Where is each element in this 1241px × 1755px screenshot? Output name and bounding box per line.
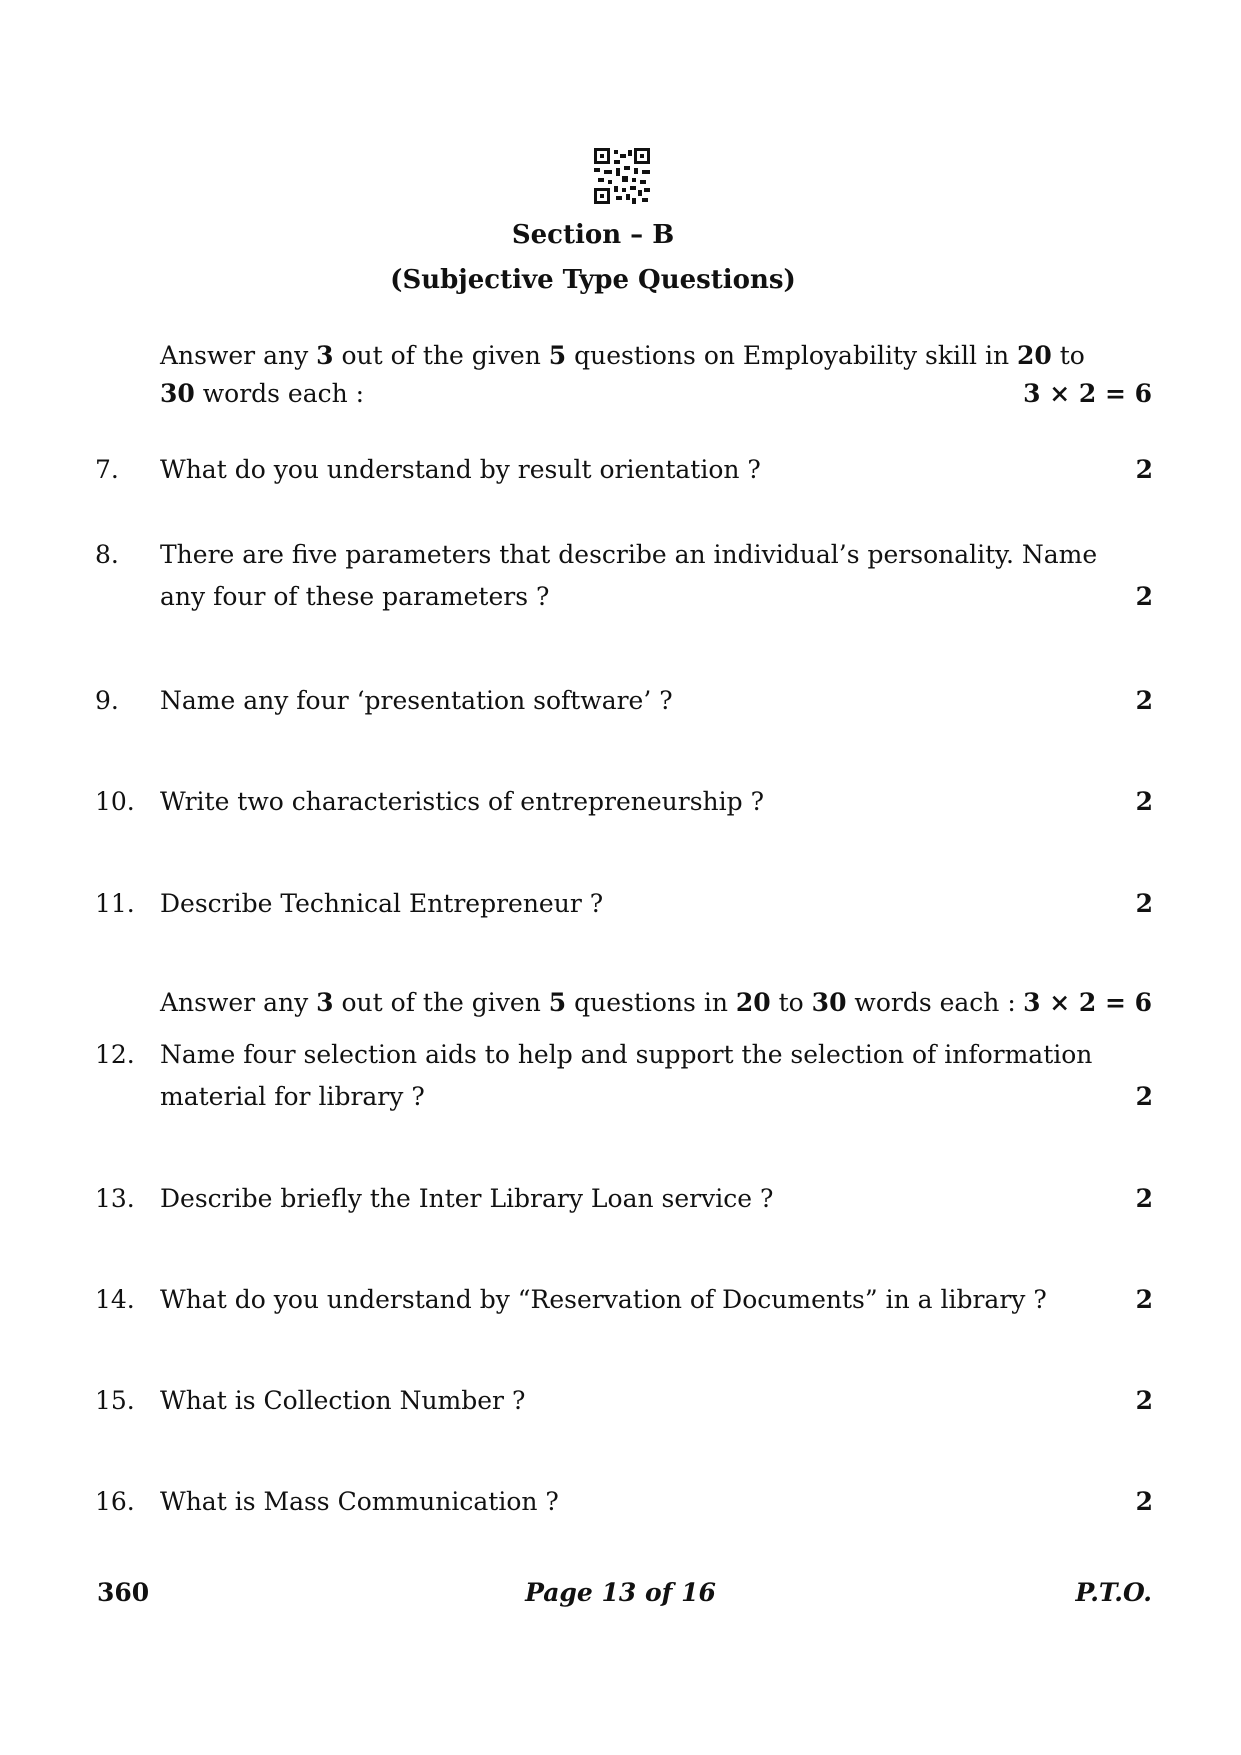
question-marks: 2 [1135,1285,1153,1314]
question-number: 9. [95,686,119,715]
question-text: Name four selection aids to help and support the selection of information material for library ? [160,1040,1093,1111]
question-number: 14. [95,1285,135,1314]
question-text: What do you understand by “Reservation of Documents” in a library ? [160,1285,1047,1314]
page-number: Page 13 of 16 [525,1578,716,1607]
question-text: Describe briefly the Inter Library Loan service ? [160,1184,774,1213]
question-marks: 2 [1135,455,1153,484]
question-marks: 2 [1135,787,1153,816]
question-text: Describe Technical Entrepreneur ? [160,889,604,918]
instruction-line-1-text: Answer any 3 out of the given 5 questions on Employability skill in 20 to [160,341,1085,370]
instruction-text: Answer any 3 out of the given 5 questions in 20 to 30 words each : [160,988,1016,1017]
question-text: What is Collection Number ? [160,1386,526,1415]
instruction-line-2-text: 30 words each : [160,379,365,408]
question-text: What do you understand by result orientation ? [160,455,761,484]
question-text: Name any four ‘presentation software’ ? [160,686,673,715]
instruction-line [160,984,1152,1022]
section-title: Section – B [511,220,675,250]
section-subtitle: (Subjective Type Questions) [390,265,796,295]
question-marks: 2 [1135,1082,1153,1111]
question-text: There are five parameters that describe an individual’s personality. Name any four of these parameters ? [160,540,1098,611]
question-marks: 2 [1135,1386,1153,1415]
question-number: 10. [95,787,135,816]
qr-code-icon [594,148,650,204]
question-number: 8. [95,540,119,569]
question-number: 16. [95,1487,135,1516]
question-number: 15. [95,1386,135,1415]
instruction-marks: 3 × 2 = 6 [1023,988,1152,1017]
instruction-line-1 [160,337,1152,375]
question-number: 13. [95,1184,135,1213]
instruction-line-2 [160,375,1152,413]
paper-code: 360 [97,1578,150,1607]
question-marks: 2 [1135,686,1153,715]
instruction-employability [160,337,1152,413]
question-text: Write two characteristics of entrepreneurship ? [160,787,764,816]
question-marks: 2 [1135,1487,1153,1516]
question-text: What is Mass Communication ? [160,1487,559,1516]
instruction-subject [160,984,1152,1022]
question-number: 12. [95,1040,135,1069]
pto-label: P.T.O. [1075,1578,1152,1607]
question-marks: 2 [1135,1184,1153,1213]
question-marks: 2 [1135,889,1153,918]
question-number: 7. [95,455,119,484]
instruction-marks: 3 × 2 = 6 [1023,379,1152,408]
question-marks: 2 [1135,582,1153,611]
question-number: 11. [95,889,135,918]
